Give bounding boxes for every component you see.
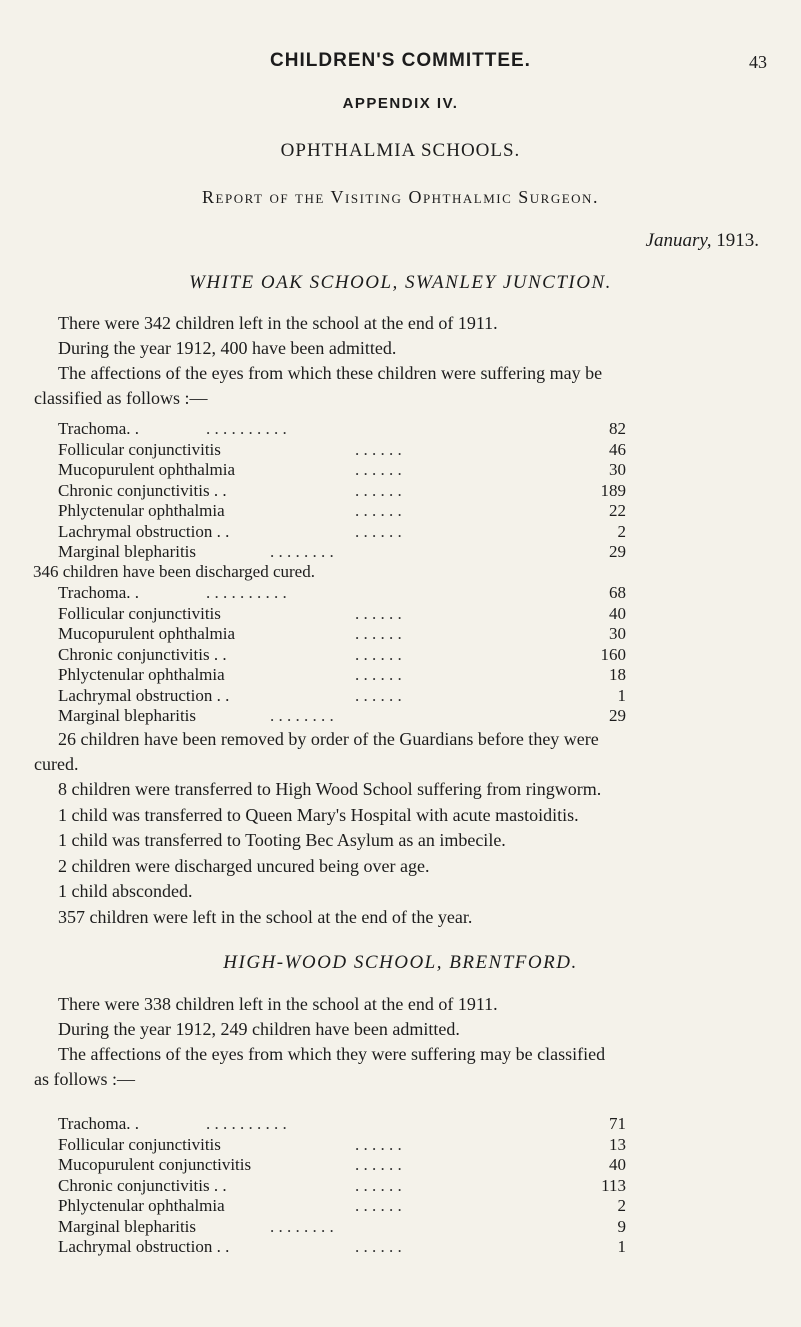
table-row: [58, 522, 626, 543]
high-wood-intro: [34, 992, 765, 1092]
table-row: [58, 624, 626, 645]
table-row: [58, 1196, 626, 1217]
white-oak-discharged-table: [58, 583, 626, 727]
row-value: 46: [609, 439, 626, 459]
row-value: 2: [617, 1196, 626, 1215]
row-value: 13: [609, 1134, 626, 1154]
row-label: Follicular conjunctivitis: [58, 439, 221, 459]
white-oak-line1: There were 342 children left in the school at the end of 1911.: [58, 313, 498, 333]
note-line: 8 children were transferred to High Wood School suffering from ringworm.: [58, 779, 602, 799]
appendix-heading: APPENDIX IV.: [342, 95, 459, 112]
row-label: Phlyctenular ophthalmia: [58, 1196, 225, 1215]
row-leader-dots: . . . . . . . .: [270, 706, 334, 725]
white-oak-removed: [34, 727, 765, 777]
row-leader-dots: . . . . . .: [355, 480, 402, 500]
table-row: [58, 460, 626, 481]
high-wood-line3a: The affections of the eyes from which they were suffering may be classified: [58, 1044, 606, 1064]
white-oak-line3a: The affections of the eyes from which these children were suffering may be: [58, 363, 603, 383]
row-label: Phlyctenular ophthalmia: [58, 501, 225, 520]
row-leader-dots: . . . . . .: [355, 1155, 402, 1174]
row-label: Chronic conjunctivitis . .: [58, 480, 227, 500]
row-label: Marginal blepharitis: [58, 1216, 197, 1236]
row-label: Chronic conjunctivitis . .: [58, 1175, 227, 1195]
white-oak-removed-a: 26 children have been removed by order of the Guardians before they were: [58, 729, 599, 749]
white-oak-line3b: classified as follows :—: [34, 388, 208, 408]
high-wood-line1: There were 338 children left in the school at the end of 1911.: [58, 994, 498, 1014]
schools-title: OPHTHALMIA SCHOOLS.: [280, 140, 521, 161]
row-value: 29: [609, 542, 626, 561]
row-value: 22: [609, 501, 626, 520]
row-value: 2: [617, 521, 626, 541]
row-leader-dots: . . . . . .: [355, 624, 402, 643]
white-oak-discharged-heading: 346 children have been discharged cured.: [33, 562, 315, 581]
row-leader-dots: . . . . . . . . . .: [206, 1114, 287, 1133]
table-row: [58, 1217, 626, 1238]
row-value: 82: [609, 419, 626, 438]
row-value: 160: [600, 644, 626, 664]
table-row: [58, 706, 626, 727]
high-wood-line3b: as follows :—: [34, 1069, 135, 1089]
row-leader-dots: . . . . . .: [355, 685, 402, 705]
row-label: Mucopurulent ophthalmia: [58, 460, 236, 479]
table-row: [58, 686, 626, 707]
table-row: [58, 1237, 626, 1258]
report-title: Report of the Visiting Ophthalmic Surgeon.: [202, 187, 599, 207]
table-row: [58, 542, 626, 563]
running-header: CHILDREN'S COMMITTEE.: [270, 50, 531, 71]
row-leader-dots: . . . . . .: [355, 1175, 402, 1195]
report-date-year: 1913.: [716, 230, 759, 251]
row-value: 40: [609, 603, 626, 623]
row-label: Follicular conjunctivitis: [58, 1134, 221, 1154]
white-oak-title: WHITE OAK SCHOOL, SWANLEY JUNCTION.: [189, 272, 612, 293]
row-label: Trachoma. .: [58, 583, 140, 602]
row-value: 29: [609, 706, 626, 725]
note-line: 1 child absconded.: [58, 881, 193, 901]
row-label: Trachoma. .: [58, 419, 140, 438]
row-value: 30: [609, 624, 626, 643]
white-oak-removed-b: cured.: [34, 754, 79, 774]
table-row: [58, 501, 626, 522]
table-row: [58, 481, 626, 502]
row-value: 18: [609, 665, 626, 684]
table-row: [58, 440, 626, 461]
row-leader-dots: . . . . . .: [355, 603, 402, 623]
row-value: 68: [609, 583, 626, 602]
white-oak-notes: [58, 777, 601, 930]
row-leader-dots: . . . . . .: [355, 665, 402, 684]
white-oak-admitted-table: [58, 419, 626, 563]
row-leader-dots: . . . . . . . . . .: [206, 419, 287, 438]
high-wood-line2: During the year 1912, 249 children have been admitted.: [58, 1019, 460, 1039]
table-row: [58, 583, 626, 604]
row-label: Lachrymal obstruction . .: [58, 521, 230, 541]
row-leader-dots: . . . . . .: [355, 460, 402, 479]
table-row: [58, 665, 626, 686]
high-wood-title: HIGH-WOOD SCHOOL, BRENTFORD.: [223, 952, 578, 973]
white-oak-intro: [34, 311, 765, 411]
high-wood-admitted-table: [58, 1114, 626, 1258]
report-date: [646, 230, 759, 252]
row-label: Follicular conjunctivitis: [58, 603, 221, 623]
row-leader-dots: . . . . . . . .: [270, 1216, 334, 1236]
row-leader-dots: . . . . . .: [355, 439, 402, 459]
row-leader-dots: . . . . . . . . . .: [206, 583, 287, 602]
note-line: 1 child was transferred to Queen Mary's Hospital with acute mastoiditis.: [58, 804, 579, 825]
table-row: [58, 1135, 626, 1156]
row-label: Lachrymal obstruction . .: [58, 685, 230, 705]
row-label: Marginal blepharitis: [58, 542, 197, 561]
report-date-month: January,: [645, 230, 712, 251]
row-leader-dots: . . . . . .: [355, 1237, 402, 1256]
row-leader-dots: . . . . . .: [355, 501, 402, 520]
row-value: 113: [601, 1175, 626, 1195]
table-row: [58, 1114, 626, 1135]
table-row: [58, 645, 626, 666]
row-label: Lachrymal obstruction . .: [58, 1237, 230, 1256]
note-line: 1 child was transferred to Tooting Bec Asylum as an imbecile.: [58, 830, 506, 850]
row-value: 189: [600, 480, 626, 500]
row-label: Mucopurulent ophthalmia: [58, 624, 236, 643]
row-leader-dots: . . . . . .: [355, 1196, 402, 1215]
row-value: 1: [617, 685, 626, 705]
white-oak-line2: During the year 1912, 400 have been admitted.: [58, 338, 397, 358]
row-leader-dots: . . . . . . . .: [270, 542, 334, 561]
row-label: Phlyctenular ophthalmia: [58, 665, 225, 684]
table-row: [58, 1176, 626, 1197]
row-value: 1: [617, 1237, 626, 1256]
page-number: 43: [749, 52, 767, 72]
table-row: [58, 419, 626, 440]
row-value: 40: [609, 1155, 626, 1174]
row-value: 30: [609, 460, 626, 479]
row-leader-dots: . . . . . .: [355, 1134, 402, 1154]
row-leader-dots: . . . . . .: [355, 521, 402, 541]
table-row: [58, 1155, 626, 1176]
row-label: Mucopurulent conjunctivitis: [58, 1155, 252, 1174]
row-value: 71: [609, 1114, 626, 1133]
row-leader-dots: . . . . . .: [355, 644, 402, 664]
row-label: Chronic conjunctivitis . .: [58, 644, 227, 664]
note-line: 2 children were discharged uncured being over age.: [58, 855, 430, 876]
table-row: [58, 604, 626, 625]
row-value: 9: [617, 1216, 626, 1236]
row-label: Marginal blepharitis: [58, 706, 197, 725]
note-line: 357 children were left in the school at the end of the year.: [58, 906, 473, 927]
row-label: Trachoma. .: [58, 1114, 140, 1133]
